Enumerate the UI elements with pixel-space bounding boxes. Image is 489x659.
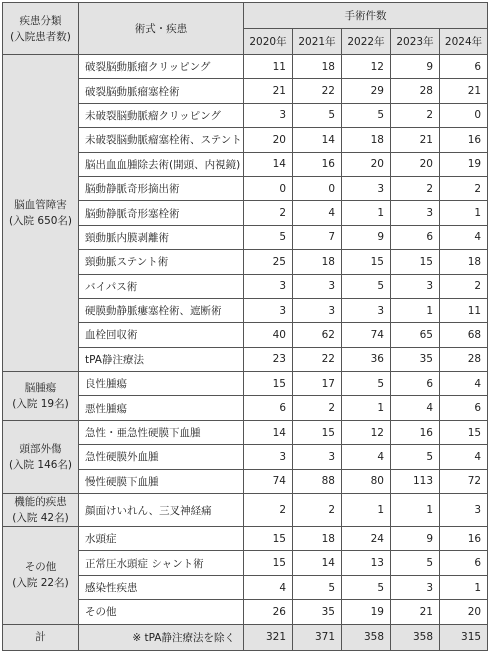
count-cell: 15 <box>342 250 391 274</box>
category-cell <box>3 372 79 421</box>
count-cell: 29 <box>342 79 391 103</box>
count-cell: 72 <box>440 469 488 493</box>
count-cell: 1 <box>391 494 440 527</box>
count-cell: 62 <box>293 323 342 347</box>
count-cell: 2 <box>293 396 342 420</box>
count-cell: 16 <box>440 128 488 152</box>
count-cell: 18 <box>342 128 391 152</box>
count-cell: 3 <box>440 494 488 527</box>
count-cell: 3 <box>293 445 342 469</box>
count-cell: 1 <box>440 575 488 599</box>
count-cell: 3 <box>244 445 293 469</box>
category-name: 脳血管障害 <box>14 199 67 212</box>
count-cell: 4 <box>440 225 488 249</box>
count-cell: 0 <box>293 176 342 200</box>
header-year: 2022年 <box>342 29 391 55</box>
count-cell: 1 <box>342 494 391 527</box>
count-cell: 18 <box>440 250 488 274</box>
count-cell: 18 <box>293 527 342 551</box>
count-cell: 1 <box>391 298 440 322</box>
count-cell: 40 <box>244 323 293 347</box>
count-cell: 5 <box>342 372 391 396</box>
count-cell: 3 <box>391 575 440 599</box>
count-cell: 3 <box>391 201 440 225</box>
count-cell: 7 <box>293 225 342 249</box>
count-cell: 21 <box>244 79 293 103</box>
count-cell: 21 <box>391 128 440 152</box>
count-cell: 6 <box>391 225 440 249</box>
count-cell: 22 <box>293 347 342 371</box>
count-cell: 5 <box>293 103 342 127</box>
count-cell: 3 <box>391 274 440 298</box>
total-count-cell: 315 <box>440 624 488 650</box>
count-cell: 80 <box>342 469 391 493</box>
count-cell: 1 <box>440 201 488 225</box>
table-body <box>3 55 488 651</box>
count-cell: 17 <box>293 372 342 396</box>
count-cell: 5 <box>342 575 391 599</box>
procedure-name: 悪性腫瘍 <box>79 396 244 420</box>
total-label: 計 <box>3 624 79 650</box>
count-cell: 35 <box>293 600 342 624</box>
count-cell: 6 <box>440 55 488 79</box>
count-cell: 6 <box>244 396 293 420</box>
header-year: 2023年 <box>391 29 440 55</box>
category-admissions: (入院 19名) <box>12 397 69 410</box>
count-cell: 5 <box>293 575 342 599</box>
procedure-name: 未破裂脳動脈瘤クリッピング <box>79 103 244 127</box>
count-cell: 12 <box>342 55 391 79</box>
table-row <box>3 527 488 551</box>
count-cell: 5 <box>244 225 293 249</box>
count-cell: 35 <box>391 347 440 371</box>
count-cell: 20 <box>342 152 391 176</box>
table-row <box>3 420 488 444</box>
category-name: その他 <box>24 561 57 574</box>
count-cell: 15 <box>293 420 342 444</box>
count-cell: 20 <box>391 152 440 176</box>
count-cell: 65 <box>391 323 440 347</box>
count-cell: 16 <box>440 527 488 551</box>
category-admissions: (入院 146名) <box>8 458 73 471</box>
procedure-name: 硬膜動静脈瘻塞栓術、遮断術 <box>79 298 244 322</box>
count-cell: 0 <box>244 176 293 200</box>
category-cell <box>3 55 79 372</box>
count-cell: 3 <box>244 103 293 127</box>
count-cell: 25 <box>244 250 293 274</box>
header-year: 2024年 <box>440 29 488 55</box>
header-category <box>3 3 79 55</box>
category-cell <box>3 527 79 625</box>
category-cell <box>3 494 79 527</box>
count-cell: 20 <box>440 600 488 624</box>
count-cell: 2 <box>391 103 440 127</box>
count-cell: 15 <box>244 551 293 575</box>
surgery-count-table-container <box>2 2 487 657</box>
count-cell: 18 <box>293 55 342 79</box>
procedure-name: 脳動静脈奇形摘出術 <box>79 176 244 200</box>
count-cell: 15 <box>391 250 440 274</box>
header-procedure: 術式・疾患 <box>79 3 244 55</box>
procedure-name: バイパス術 <box>79 274 244 298</box>
count-cell: 74 <box>244 469 293 493</box>
procedure-name: 顔面けいれん、三叉神経痛 <box>79 494 244 527</box>
category-name: 脳腫瘍 <box>24 381 57 394</box>
count-cell: 3 <box>342 176 391 200</box>
count-cell: 26 <box>244 600 293 624</box>
procedure-name: tPA静注療法 <box>79 347 244 371</box>
category-cell <box>3 420 79 493</box>
total-row <box>3 624 488 650</box>
procedure-name: 良性腫瘍 <box>79 372 244 396</box>
count-cell: 68 <box>440 323 488 347</box>
count-cell: 9 <box>391 55 440 79</box>
surgery-count-table <box>2 2 488 651</box>
count-cell: 4 <box>342 445 391 469</box>
count-cell: 3 <box>293 298 342 322</box>
count-cell: 6 <box>440 551 488 575</box>
count-cell: 14 <box>244 420 293 444</box>
count-cell: 16 <box>293 152 342 176</box>
header-category-line2: (入院患者数) <box>10 30 71 43</box>
count-cell: 6 <box>440 396 488 420</box>
count-cell: 22 <box>293 79 342 103</box>
count-cell: 14 <box>244 152 293 176</box>
header-counts: 手術件数 <box>244 3 488 29</box>
header-year: 2021年 <box>293 29 342 55</box>
count-cell: 3 <box>342 298 391 322</box>
count-cell: 21 <box>391 600 440 624</box>
count-cell: 74 <box>342 323 391 347</box>
procedure-name: 脳出血血腫除去術(開頭、内視鏡) <box>79 152 244 176</box>
count-cell: 4 <box>440 445 488 469</box>
table-row <box>3 494 488 527</box>
count-cell: 23 <box>244 347 293 371</box>
count-cell: 2 <box>440 274 488 298</box>
header-category-line1: 疾患分類 <box>19 14 62 27</box>
count-cell: 15 <box>244 372 293 396</box>
procedure-name: 頸動脈内膜剥離術 <box>79 225 244 249</box>
count-cell: 2 <box>391 176 440 200</box>
count-cell: 4 <box>391 396 440 420</box>
count-cell: 6 <box>391 372 440 396</box>
count-cell: 14 <box>293 551 342 575</box>
count-cell: 24 <box>342 527 391 551</box>
category-admissions: (入院 22名) <box>12 577 69 590</box>
count-cell: 3 <box>293 274 342 298</box>
count-cell: 9 <box>391 527 440 551</box>
count-cell: 12 <box>342 420 391 444</box>
count-cell: 36 <box>342 347 391 371</box>
procedure-name: 破裂脳動脈瘤塞栓術 <box>79 79 244 103</box>
procedure-name: 破裂脳動脈瘤クリッピング <box>79 55 244 79</box>
header-year: 2020年 <box>244 29 293 55</box>
category-name: 機能的疾患 <box>14 496 67 509</box>
count-cell: 88 <box>293 469 342 493</box>
procedure-name: 脳動静脈奇形塞栓術 <box>79 201 244 225</box>
count-cell: 9 <box>342 225 391 249</box>
count-cell: 2 <box>244 494 293 527</box>
procedure-name: 血栓回収術 <box>79 323 244 347</box>
count-cell: 5 <box>391 445 440 469</box>
count-cell: 3 <box>244 298 293 322</box>
count-cell: 5 <box>342 274 391 298</box>
total-count-cell: 371 <box>293 624 342 650</box>
count-cell: 4 <box>244 575 293 599</box>
procedure-name: 水頭症 <box>79 527 244 551</box>
count-cell: 0 <box>440 103 488 127</box>
count-cell: 3 <box>244 274 293 298</box>
count-cell: 5 <box>391 551 440 575</box>
procedure-name: 急性・亜急性硬膜下血腫 <box>79 420 244 444</box>
count-cell: 28 <box>391 79 440 103</box>
procedure-name: 頸動脈ステント術 <box>79 250 244 274</box>
count-cell: 113 <box>391 469 440 493</box>
count-cell: 4 <box>293 201 342 225</box>
count-cell: 1 <box>342 201 391 225</box>
table-row <box>3 372 488 396</box>
procedure-name: 正常圧水頭症 シャント術 <box>79 551 244 575</box>
total-count-cell: 321 <box>244 624 293 650</box>
total-count-cell: 358 <box>391 624 440 650</box>
count-cell: 4 <box>440 372 488 396</box>
table-row <box>3 55 488 79</box>
count-cell: 2 <box>440 176 488 200</box>
procedure-name: 急性硬膜外血腫 <box>79 445 244 469</box>
count-cell: 16 <box>391 420 440 444</box>
count-cell: 2 <box>244 201 293 225</box>
category-admissions: (入院 650名) <box>8 215 73 228</box>
count-cell: 13 <box>342 551 391 575</box>
count-cell: 11 <box>440 298 488 322</box>
table-header <box>3 3 488 55</box>
procedure-name: 未破裂脳動脈瘤塞栓術、ステント <box>79 128 244 152</box>
count-cell: 1 <box>342 396 391 420</box>
count-cell: 2 <box>293 494 342 527</box>
count-cell: 19 <box>440 152 488 176</box>
count-cell: 19 <box>342 600 391 624</box>
count-cell: 5 <box>342 103 391 127</box>
total-count-cell: 358 <box>342 624 391 650</box>
count-cell: 28 <box>440 347 488 371</box>
category-admissions: (入院 42名) <box>12 512 69 525</box>
count-cell: 20 <box>244 128 293 152</box>
count-cell: 15 <box>440 420 488 444</box>
count-cell: 15 <box>244 527 293 551</box>
count-cell: 18 <box>293 250 342 274</box>
count-cell: 21 <box>440 79 488 103</box>
procedure-name: 慢性硬膜下血腫 <box>79 469 244 493</box>
category-name: 頭部外傷 <box>19 442 62 455</box>
count-cell: 14 <box>293 128 342 152</box>
total-note: ※ tPA静注療法を除く <box>79 624 244 650</box>
procedure-name: 感染性疾患 <box>79 575 244 599</box>
procedure-name: その他 <box>79 600 244 624</box>
count-cell: 11 <box>244 55 293 79</box>
